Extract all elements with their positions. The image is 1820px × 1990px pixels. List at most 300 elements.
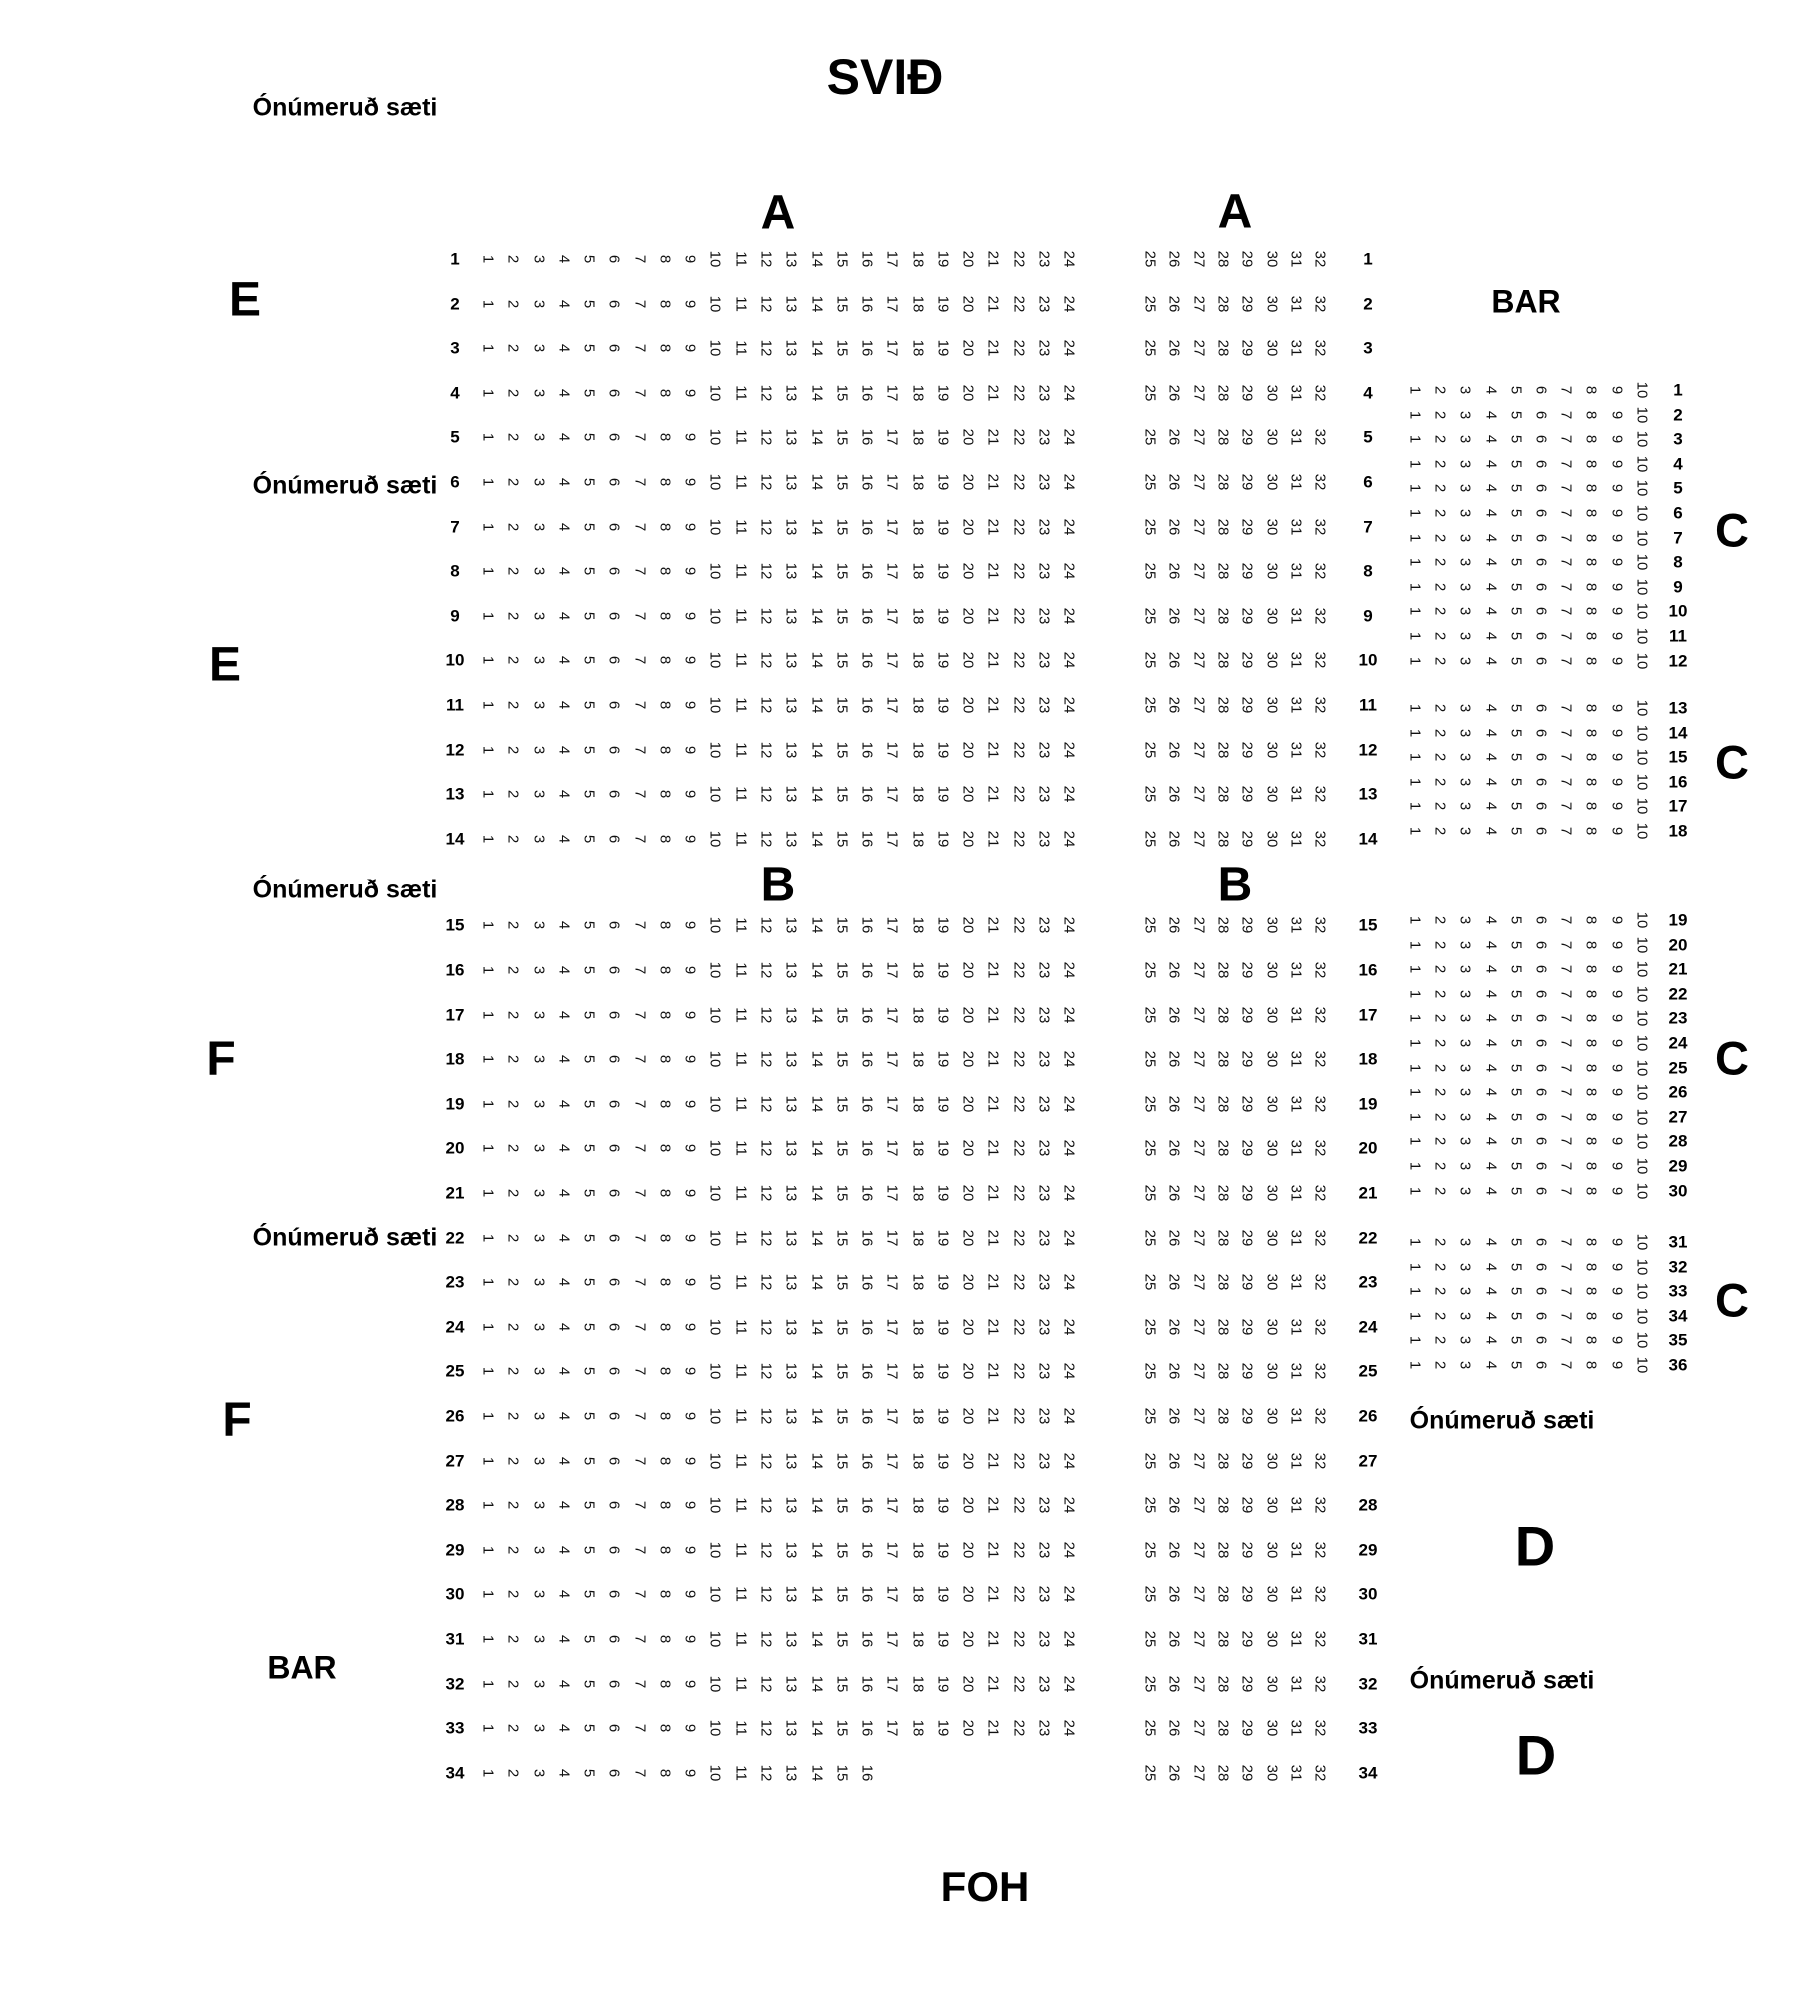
seat-number: 20 <box>959 916 977 934</box>
seat-number: 1 <box>479 522 497 532</box>
seat-number: 9 <box>1608 483 1626 493</box>
seat-number: 25 <box>1141 295 1159 313</box>
seat-number: 23 <box>1035 1452 1053 1470</box>
seat-number: 23 <box>1035 1541 1053 1559</box>
seat-number: 9 <box>681 1456 699 1466</box>
seat-number: 10 <box>1633 748 1651 766</box>
seat-number: 31 <box>1287 1407 1305 1425</box>
seat-number: 12 <box>757 785 775 803</box>
seat-number: 1 <box>1406 1013 1424 1023</box>
seat-number: 21 <box>984 651 1002 669</box>
seat-number: 5 <box>580 920 598 930</box>
seat-number: 3 <box>1456 752 1474 762</box>
seat-number: 10 <box>1633 1108 1651 1126</box>
seat-number: 25 <box>1141 250 1159 268</box>
seat-number: 16 <box>858 916 876 934</box>
seat-number: 3 <box>530 1322 548 1332</box>
seat-number: 5 <box>580 477 598 487</box>
seat-number: 24 <box>1060 1675 1078 1693</box>
seat-number: 3 <box>530 299 548 309</box>
seat-number: 25 <box>1141 1452 1159 1470</box>
seat-number: 15 <box>833 785 851 803</box>
seat-number: 27 <box>1190 1630 1208 1648</box>
seat-number: 6 <box>605 1456 623 1466</box>
seat-number: 9 <box>681 566 699 576</box>
section-a-label-left: A <box>760 186 796 240</box>
seat-number: 24 <box>1060 741 1078 759</box>
seat-number: 11 <box>732 1542 750 1558</box>
bar-label-right: BAR <box>1491 283 1561 320</box>
seat-number: 27 <box>1190 1452 1208 1470</box>
seat-number: 22 <box>1010 250 1028 268</box>
seat-number: 13 <box>782 473 800 491</box>
seat-number: 24 <box>1060 830 1078 848</box>
seat-number: 29 <box>1238 1362 1256 1380</box>
seat-number: 20 <box>959 384 977 402</box>
row-number-left: 27 <box>445 1451 465 1471</box>
seat-number: 12 <box>757 651 775 669</box>
seat-number: 13 <box>782 1585 800 1603</box>
seat-number: 19 <box>934 1719 952 1737</box>
seat-number: 8 <box>1582 1186 1600 1196</box>
unnumbered-seats-label-top-left: Ónúmeruð sæti <box>252 93 438 122</box>
seat-number: 6 <box>605 1589 623 1599</box>
seat-number: 6 <box>1532 1087 1550 1097</box>
seat-number: 17 <box>883 1050 901 1068</box>
seat-number: 29 <box>1238 1764 1256 1782</box>
row-number-right: 1 <box>1673 380 1683 400</box>
seat-number: 18 <box>909 518 927 536</box>
seat-number: 31 <box>1287 961 1305 979</box>
seat-number: 23 <box>1035 830 1053 848</box>
seat-number: 8 <box>1582 1335 1600 1345</box>
row-number-left: 9 <box>450 606 460 626</box>
seat-number: 9 <box>681 745 699 755</box>
seat-number: 1 <box>479 611 497 621</box>
seat-number: 4 <box>1482 385 1500 395</box>
seat-number: 19 <box>934 1318 952 1336</box>
seat-number: 10 <box>706 473 724 491</box>
seat-number: 10 <box>706 1407 724 1425</box>
seat-number: 23 <box>1035 473 1053 491</box>
seat-number: 29 <box>1238 961 1256 979</box>
seat-number: 1 <box>479 299 497 309</box>
seat-number: 17 <box>883 741 901 759</box>
seat-number: 4 <box>555 343 573 353</box>
row-number-right: 10 <box>1668 601 1688 621</box>
seat-number: 9 <box>681 1589 699 1599</box>
seat-number: 3 <box>1456 606 1474 616</box>
seat-number: 9 <box>681 611 699 621</box>
seat-number: 28 <box>1214 1675 1232 1693</box>
seat-number: 3 <box>530 1456 548 1466</box>
seat-number: 9 <box>1608 1136 1626 1146</box>
seat-number: 25 <box>1141 473 1159 491</box>
seat-number: 10 <box>706 696 724 714</box>
seat-number: 8 <box>1582 631 1600 641</box>
seat-number: 27 <box>1190 518 1208 536</box>
seat-number: 29 <box>1238 1318 1256 1336</box>
seat-number: 7 <box>631 1277 649 1287</box>
seat-number: 19 <box>934 785 952 803</box>
seat-number: 30 <box>1263 1764 1281 1782</box>
seat-number: 1 <box>1406 940 1424 950</box>
seat-number: 8 <box>656 1054 674 1064</box>
seat-number: 21 <box>984 339 1002 357</box>
seat-number: 7 <box>631 745 649 755</box>
seat-number: 23 <box>1035 1675 1053 1693</box>
seat-number: 6 <box>1532 1237 1550 1247</box>
seat-number: 4 <box>1482 631 1500 641</box>
seat-number: 6 <box>1532 1311 1550 1321</box>
seat-number: 7 <box>631 920 649 930</box>
seat-number: 31 <box>1287 473 1305 491</box>
seat-number: 8 <box>1582 964 1600 974</box>
seat-number: 4 <box>1482 1237 1500 1247</box>
seat-number: 13 <box>782 339 800 357</box>
seat-number: 18 <box>909 916 927 934</box>
seat-number: 17 <box>883 607 901 625</box>
seat-number: 22 <box>1010 830 1028 848</box>
seat-number: 22 <box>1010 651 1028 669</box>
seat-number: 11 <box>732 1096 750 1112</box>
seat-number: 15 <box>833 1229 851 1247</box>
seat-number: 32 <box>1311 1496 1329 1514</box>
seat-number: 28 <box>1214 1764 1232 1782</box>
seat-number: 3 <box>1456 483 1474 493</box>
seat-number: 18 <box>909 785 927 803</box>
seat-number: 24 <box>1060 1585 1078 1603</box>
row-number-right: 13 <box>1358 784 1378 804</box>
seat-number: 10 <box>1633 627 1651 645</box>
seat-number: 26 <box>1165 741 1183 759</box>
seat-number: 20 <box>959 651 977 669</box>
seat-number: 16 <box>858 473 876 491</box>
seat-number: 2 <box>504 1366 522 1376</box>
seat-number: 5 <box>580 299 598 309</box>
seat-number: 5 <box>1507 1286 1525 1296</box>
seat-number: 29 <box>1238 741 1256 759</box>
seat-number: 20 <box>959 1006 977 1024</box>
seat-number: 7 <box>631 343 649 353</box>
seat-number: 24 <box>1060 1006 1078 1024</box>
seat-number: 2 <box>504 1411 522 1421</box>
seat-number: 14 <box>808 1630 826 1648</box>
seat-number: 8 <box>1582 1311 1600 1321</box>
seat-number: 12 <box>757 916 775 934</box>
row-number-right: 32 <box>1668 1257 1688 1277</box>
seat-number: 27 <box>1190 1541 1208 1559</box>
seat-number: 1 <box>1406 801 1424 811</box>
seat-number: 32 <box>1311 1139 1329 1157</box>
seat-number: 4 <box>555 1143 573 1153</box>
seat-number: 21 <box>984 696 1002 714</box>
seat-number: 9 <box>681 965 699 975</box>
seat-number: 32 <box>1311 428 1329 446</box>
seat-number: 16 <box>858 1139 876 1157</box>
seat-number: 12 <box>757 518 775 536</box>
seat-number: 16 <box>858 1229 876 1247</box>
seat-number: 15 <box>833 518 851 536</box>
seat-number: 7 <box>1557 508 1575 518</box>
seat-number: 17 <box>883 1273 901 1291</box>
seat-number: 2 <box>504 1010 522 1020</box>
seat-number: 20 <box>959 1095 977 1113</box>
seat-number: 9 <box>681 1679 699 1689</box>
seat-number: 11 <box>732 385 750 401</box>
seat-number: 10 <box>1633 602 1651 620</box>
seat-number: 5 <box>1507 410 1525 420</box>
unnumbered-seats-label-left-2: Ónúmeruð sæti <box>252 471 438 500</box>
seat-number: 19 <box>934 1675 952 1693</box>
seat-number: 1 <box>1406 964 1424 974</box>
seat-number: 8 <box>1582 1063 1600 1073</box>
seat-number: 24 <box>1060 1496 1078 1514</box>
seat-number: 13 <box>782 1362 800 1380</box>
seat-number: 30 <box>1263 1273 1281 1291</box>
seat-number: 23 <box>1035 1006 1053 1024</box>
seat-number: 5 <box>1507 385 1525 395</box>
seat-number: 20 <box>959 607 977 625</box>
seat-number: 27 <box>1190 651 1208 669</box>
seat-number: 14 <box>808 1095 826 1113</box>
seat-number: 6 <box>605 522 623 532</box>
seat-number: 6 <box>1532 989 1550 999</box>
seat-number: 15 <box>833 1585 851 1603</box>
seat-number: 16 <box>858 1006 876 1024</box>
seat-number: 3 <box>1456 915 1474 925</box>
seat-number: 27 <box>1190 916 1208 934</box>
seat-number: 5 <box>580 1054 598 1064</box>
seat-number: 17 <box>883 428 901 446</box>
seat-number: 13 <box>782 741 800 759</box>
seat-number: 4 <box>555 566 573 576</box>
seat-number: 4 <box>1482 801 1500 811</box>
seat-number: 6 <box>605 1411 623 1421</box>
seat-number: 20 <box>959 562 977 580</box>
seat-number: 23 <box>1035 1050 1053 1068</box>
seat-number: 1 <box>1406 1237 1424 1247</box>
seat-number: 4 <box>1482 1335 1500 1345</box>
seat-number: 8 <box>656 700 674 710</box>
seat-number: 32 <box>1311 562 1329 580</box>
seat-number: 5 <box>1507 557 1525 567</box>
seat-number: 1 <box>479 1500 497 1510</box>
seat-number: 6 <box>605 1634 623 1644</box>
seat-number: 2 <box>1431 1112 1449 1122</box>
seat-number: 26 <box>1165 830 1183 848</box>
seat-number: 11 <box>732 563 750 579</box>
seat-number: 6 <box>605 1768 623 1778</box>
seat-number: 10 <box>706 916 724 934</box>
seat-number: 25 <box>1141 607 1159 625</box>
seat-number: 12 <box>757 1139 775 1157</box>
seat-number: 15 <box>833 1139 851 1157</box>
seat-number: 18 <box>909 1318 927 1336</box>
seat-number: 29 <box>1238 1541 1256 1559</box>
seat-number: 10 <box>1633 1258 1651 1276</box>
seat-number: 26 <box>1165 916 1183 934</box>
seat-number: 26 <box>1165 1452 1183 1470</box>
seat-number: 22 <box>1010 1139 1028 1157</box>
seat-number: 31 <box>1287 428 1305 446</box>
seat-number: 7 <box>1557 1087 1575 1097</box>
seat-number: 2 <box>504 1188 522 1198</box>
seat-number: 2 <box>1431 752 1449 762</box>
seat-number: 14 <box>808 607 826 625</box>
seat-number: 20 <box>959 1452 977 1470</box>
seat-number: 9 <box>1608 801 1626 811</box>
seat-number: 2 <box>504 1723 522 1733</box>
seat-number: 3 <box>1456 801 1474 811</box>
seat-number: 10 <box>706 1273 724 1291</box>
seat-number: 19 <box>934 1541 952 1559</box>
seat-number: 7 <box>1557 1186 1575 1196</box>
seat-number: 31 <box>1287 1585 1305 1603</box>
seat-number: 22 <box>1010 295 1028 313</box>
seat-number: 7 <box>631 1411 649 1421</box>
seat-number: 5 <box>580 1634 598 1644</box>
seat-number: 19 <box>934 916 952 934</box>
seat-number: 17 <box>883 1719 901 1737</box>
seat-number: 29 <box>1238 1452 1256 1470</box>
seat-number: 2 <box>504 834 522 844</box>
seat-number: 8 <box>656 655 674 665</box>
seat-number: 9 <box>1608 1286 1626 1296</box>
seat-number: 31 <box>1287 518 1305 536</box>
seat-number: 26 <box>1165 1184 1183 1202</box>
row-number-right: 33 <box>1358 1718 1378 1738</box>
seat-number: 26 <box>1165 339 1183 357</box>
seat-number: 9 <box>681 1634 699 1644</box>
row-number-right: 22 <box>1668 984 1688 1004</box>
seat-number: 23 <box>1035 1585 1053 1603</box>
seat-number: 29 <box>1238 1630 1256 1648</box>
seat-number: 10 <box>1633 504 1651 522</box>
row-number-right: 5 <box>1673 478 1683 498</box>
seat-number: 6 <box>1532 385 1550 395</box>
seat-number: 16 <box>858 1273 876 1291</box>
seat-number: 12 <box>757 250 775 268</box>
seat-number: 4 <box>1482 656 1500 666</box>
seat-number: 13 <box>782 1273 800 1291</box>
seat-number: 7 <box>631 1010 649 1020</box>
seat-number: 13 <box>782 1764 800 1782</box>
row-number-left: 19 <box>445 1094 465 1114</box>
seat-number: 1 <box>1406 1311 1424 1321</box>
seat-number: 20 <box>959 473 977 491</box>
seat-number: 11 <box>732 697 750 713</box>
seat-number: 5 <box>580 655 598 665</box>
seat-number: 3 <box>530 834 548 844</box>
seat-number: 25 <box>1141 1719 1159 1737</box>
section-d-label-2: D <box>1515 1723 1557 1787</box>
seat-number: 7 <box>1557 533 1575 543</box>
seat-number: 4 <box>1482 989 1500 999</box>
seat-number: 30 <box>1263 1095 1281 1113</box>
seat-number: 7 <box>1557 826 1575 836</box>
row-number-right: 17 <box>1358 1005 1378 1025</box>
seat-number: 22 <box>1010 1496 1028 1514</box>
seat-number: 28 <box>1214 1407 1232 1425</box>
seat-number: 5 <box>1507 964 1525 974</box>
seat-number: 29 <box>1238 1496 1256 1514</box>
seat-number: 24 <box>1060 916 1078 934</box>
seat-number: 3 <box>530 1411 548 1421</box>
seat-number: 10 <box>706 1764 724 1782</box>
row-number-right: 16 <box>1668 772 1688 792</box>
seat-number: 15 <box>833 1050 851 1068</box>
seat-number: 26 <box>1165 295 1183 313</box>
seat-number: 11 <box>732 1408 750 1424</box>
seat-number: 23 <box>1035 428 1053 446</box>
seat-number: 15 <box>833 1496 851 1514</box>
seat-number: 8 <box>656 1322 674 1332</box>
seat-number: 9 <box>1608 1237 1626 1247</box>
row-number-right: 26 <box>1358 1406 1378 1426</box>
seat-number: 12 <box>757 384 775 402</box>
seat-number: 21 <box>984 1273 1002 1291</box>
seat-number: 15 <box>833 1407 851 1425</box>
seat-number: 17 <box>883 295 901 313</box>
seat-number: 4 <box>555 1634 573 1644</box>
seat-number: 12 <box>757 1407 775 1425</box>
seat-number: 18 <box>909 1139 927 1157</box>
seat-number: 4 <box>1482 752 1500 762</box>
seat-number: 3 <box>530 1277 548 1287</box>
seat-number: 4 <box>555 834 573 844</box>
seat-number: 17 <box>883 1095 901 1113</box>
seat-number: 6 <box>1532 410 1550 420</box>
seat-number: 21 <box>984 473 1002 491</box>
seat-number: 20 <box>959 830 977 848</box>
seat-number: 2 <box>1431 1286 1449 1296</box>
seat-number: 29 <box>1238 562 1256 580</box>
seat-number: 30 <box>1263 428 1281 446</box>
seat-number: 8 <box>656 1679 674 1689</box>
seat-number: 30 <box>1263 961 1281 979</box>
seat-number: 8 <box>656 1188 674 1198</box>
seat-number: 21 <box>984 1362 1002 1380</box>
seat-number: 24 <box>1060 1050 1078 1068</box>
seat-number: 6 <box>605 965 623 975</box>
seat-number: 27 <box>1190 1139 1208 1157</box>
row-number-right: 10 <box>1358 650 1378 670</box>
seat-number: 1 <box>479 477 497 487</box>
seat-number: 8 <box>656 1634 674 1644</box>
seat-number: 1 <box>1406 1335 1424 1345</box>
seat-number: 6 <box>605 477 623 487</box>
seat-number: 3 <box>530 1233 548 1243</box>
seat-number: 1 <box>479 965 497 975</box>
row-number-right: 7 <box>1363 517 1373 537</box>
seat-number: 3 <box>530 388 548 398</box>
seat-number: 12 <box>757 1006 775 1024</box>
seat-number: 9 <box>681 1054 699 1064</box>
row-number-right: 30 <box>1668 1181 1688 1201</box>
row-number-right: 23 <box>1668 1008 1688 1028</box>
seat-number: 13 <box>782 1006 800 1024</box>
seat-number: 19 <box>934 961 952 979</box>
seat-number: 12 <box>757 1229 775 1247</box>
seat-number: 13 <box>782 1541 800 1559</box>
seat-number: 14 <box>808 1675 826 1693</box>
seat-number: 17 <box>883 651 901 669</box>
seat-number: 10 <box>1633 1233 1651 1251</box>
seat-number: 18 <box>909 339 927 357</box>
seat-number: 2 <box>1431 1087 1449 1097</box>
seat-number: 23 <box>1035 339 1053 357</box>
